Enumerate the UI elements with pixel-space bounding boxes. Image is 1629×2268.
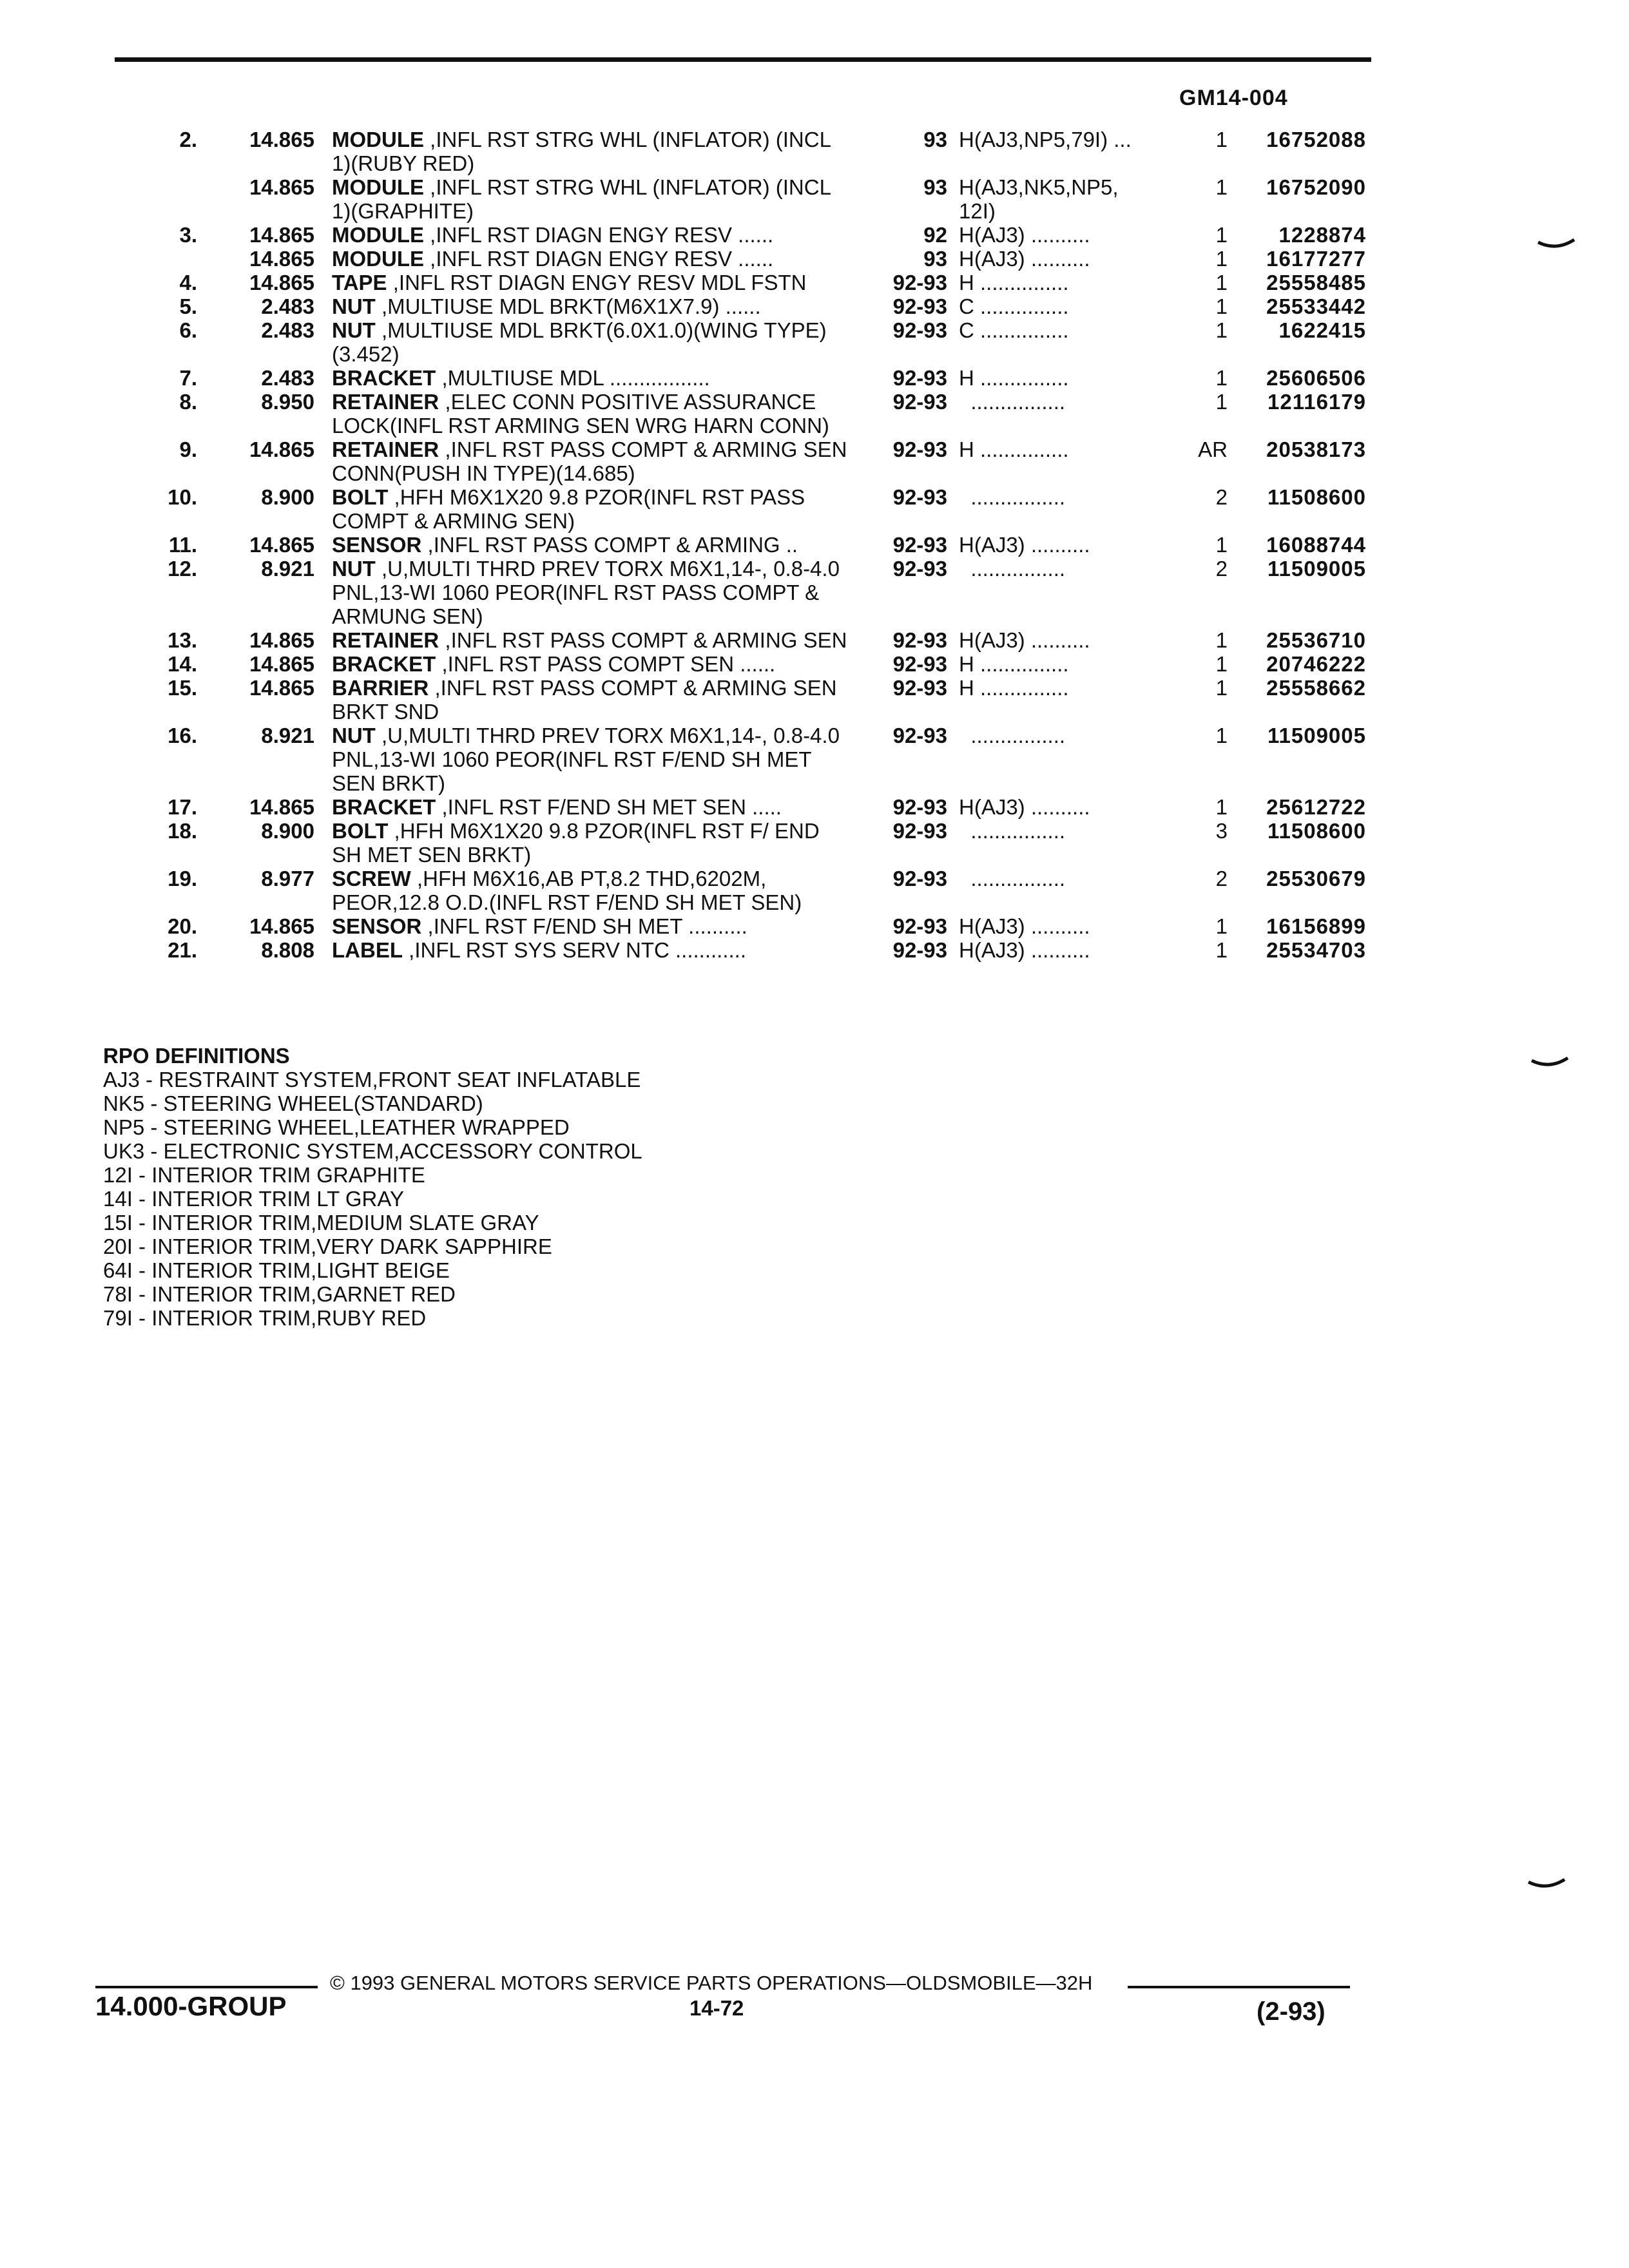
part-number: 25558485 (1266, 271, 1366, 294)
item-key: 15. (168, 676, 197, 700)
item-key: 5. (179, 294, 197, 318)
group-number: 14.865 (249, 175, 314, 199)
model-years: 92-93 (892, 437, 947, 461)
rpo-definitions (103, 1044, 642, 1330)
part-row (0, 724, 1629, 795)
part-row (0, 223, 1629, 247)
part-row (0, 390, 1629, 437)
quantity: 3 (1215, 819, 1228, 843)
quantity: 1 (1215, 128, 1228, 151)
rpo-title: RPO DEFINITIONS (103, 1044, 290, 1068)
part-name: BRACKET (332, 366, 436, 390)
rpo-item: 64I - INTERIOR TRIM,LIGHT BEIGE (103, 1258, 450, 1282)
quantity: 1 (1215, 175, 1228, 199)
revision-date: (2-93) (1257, 1997, 1325, 2026)
item-key: 4. (179, 271, 197, 294)
part-name: BRACKET (332, 795, 436, 819)
part-detail: ,INFL RST DIAGN ENGY RESV MDL FSTN (387, 271, 807, 294)
part-description (332, 914, 854, 938)
part-name: NUT (332, 557, 376, 581)
part-detail: ,MULTIUSE MDL BRKT(6.0X1.0)(WING TYPE)(3.452) (332, 318, 827, 366)
rpo-item: UK3 - ELECTRONIC SYSTEM,ACCESSORY CONTROL (103, 1139, 642, 1163)
model-years: 92-93 (892, 938, 947, 962)
part-row (0, 557, 1629, 628)
part-detail: ,U,MULTI THRD PREV TORX M6X1,14-, 0.8-4.0 PNL,13-WI 1060 PEOR(INFL RST PASS COMPT & ARMUNG SEN) (332, 557, 840, 628)
part-detail: ,INFL RST PASS COMPT & ARMING SEN BRKT SND (332, 676, 837, 724)
option-codes: H(AJ3,NP5,79I) ... (959, 128, 1132, 151)
option-codes: C ............... (959, 318, 1069, 342)
part-description (332, 247, 854, 271)
part-row (0, 318, 1629, 366)
rpo-item: 12I - INTERIOR TRIM GRAPHITE (103, 1163, 425, 1187)
option-codes: ................ (959, 819, 1066, 843)
part-description (332, 294, 854, 318)
part-number: 20538173 (1266, 437, 1366, 461)
rpo-items (103, 1068, 642, 1330)
model-years: 92-93 (892, 390, 947, 414)
quantity: 1 (1215, 318, 1228, 342)
part-name: MODULE (332, 223, 424, 247)
quantity: 1 (1215, 795, 1228, 819)
model-years: 92-93 (892, 652, 947, 676)
part-detail: ,INFL RST PASS COMPT SEN ...... (436, 652, 776, 676)
quantity: 1 (1215, 938, 1228, 962)
part-detail: ,HFH M6X16,AB PT,8.2 THD,6202M, PEOR,12.8 O.D.(INFL RST F/END SH MET SEN) (332, 867, 802, 914)
part-name: NUT (332, 724, 376, 747)
quantity: AR (1198, 437, 1228, 461)
option-codes: H(AJ3) .......... (959, 223, 1090, 247)
part-detail: ,INFL RST F/END SH MET .......... (421, 914, 747, 938)
copyright: © 1993 GENERAL MOTORS SERVICE PARTS OPERATIONS—OLDSMOBILE—32H (330, 1972, 1093, 1994)
part-row (0, 795, 1629, 819)
group-number: 14.865 (249, 223, 314, 247)
part-number: 11509005 (1267, 724, 1366, 747)
part-name: SENSOR (332, 533, 422, 557)
part-name: MODULE (332, 175, 424, 199)
part-description (332, 628, 854, 652)
document-id: GM14-004 (1179, 86, 1288, 110)
rpo-item: 20I - INTERIOR TRIM,VERY DARK SAPPHIRE (103, 1235, 552, 1258)
part-description (332, 819, 854, 867)
item-key: 21. (168, 938, 197, 962)
part-name: RETAINER (332, 628, 439, 652)
option-codes: ................ (959, 867, 1066, 890)
part-number: 11508600 (1267, 819, 1366, 843)
part-number: 16156899 (1266, 914, 1366, 938)
part-name: RETAINER (332, 390, 439, 414)
part-number: 16752090 (1266, 175, 1366, 199)
group-number: 2.483 (261, 294, 314, 318)
part-row (0, 533, 1629, 557)
part-row (0, 485, 1629, 533)
part-detail: ,INFL RST DIAGN ENGY RESV ...... (424, 223, 774, 247)
group-number: 8.808 (261, 938, 314, 962)
group-number: 2.483 (261, 318, 314, 342)
part-name: SCREW (332, 867, 411, 890)
part-description (332, 223, 854, 247)
part-description (332, 533, 854, 557)
model-years: 92-93 (892, 271, 947, 294)
group-number: 8.977 (261, 867, 314, 890)
part-detail: ,INFL RST STRG WHL (INFLATOR) (INCL 1)(RUBY RED) (332, 128, 831, 175)
quantity: 1 (1215, 628, 1228, 652)
quantity: 1 (1215, 366, 1228, 390)
option-codes: H ............... (959, 271, 1069, 294)
part-number: 25606506 (1266, 366, 1366, 390)
group-number: 14.865 (249, 533, 314, 557)
option-codes: H ............... (959, 437, 1069, 461)
group-number: 14.865 (249, 128, 314, 151)
group-label: 14.000-GROUP (95, 1991, 287, 2021)
part-name: SENSOR (332, 914, 422, 938)
quantity: 2 (1215, 557, 1228, 581)
punch-mark (1527, 1878, 1566, 1891)
group-number: 14.865 (249, 914, 314, 938)
group-number: 14.865 (249, 247, 314, 271)
group-number: 2.483 (261, 366, 314, 390)
group-number: 14.865 (249, 437, 314, 461)
rpo-item: 78I - INTERIOR TRIM,GARNET RED (103, 1282, 456, 1306)
group-number: 8.950 (261, 390, 314, 414)
part-detail: ,ELEC CONN POSITIVE ASSURANCE LOCK(INFL RST ARMING SEN WRG HARN CONN) (332, 390, 829, 437)
option-codes: ................ (959, 485, 1066, 509)
part-name: TAPE (332, 271, 387, 294)
rpo-item: 14I - INTERIOR TRIM LT GRAY (103, 1187, 404, 1211)
part-name: MODULE (332, 128, 424, 151)
model-years: 92 (923, 223, 947, 247)
group-number: 14.865 (249, 652, 314, 676)
quantity: 1 (1215, 914, 1228, 938)
item-key: 18. (168, 819, 197, 843)
part-description (332, 867, 854, 914)
group-number: 14.865 (249, 795, 314, 819)
rpo-item: 15I - INTERIOR TRIM,MEDIUM SLATE GRAY (103, 1211, 539, 1235)
part-detail: ,INFL RST DIAGN ENGY RESV ...... (424, 247, 774, 271)
item-key: 3. (179, 223, 197, 247)
model-years: 93 (923, 247, 947, 271)
option-codes: H(AJ3) .......... (959, 914, 1090, 938)
part-name: RETAINER (332, 437, 439, 461)
part-row (0, 938, 1629, 962)
punch-mark (1530, 1057, 1569, 1070)
option-codes: H ............... (959, 676, 1069, 700)
part-row (0, 128, 1629, 175)
part-number: 11508600 (1267, 485, 1366, 509)
part-description (332, 724, 854, 795)
model-years: 92-93 (892, 366, 947, 390)
item-key: 17. (168, 795, 197, 819)
part-detail: ,MULTIUSE MDL BRKT(M6X1X7.9) ...... (375, 294, 761, 318)
part-name: BOLT (332, 819, 389, 843)
part-number: 16752088 (1266, 128, 1366, 151)
footer-rule-left (95, 1986, 318, 1988)
part-number: 20746222 (1266, 652, 1366, 676)
model-years: 93 (923, 175, 947, 199)
item-key: 7. (179, 366, 197, 390)
part-description (332, 366, 854, 390)
option-codes: H(AJ3) .......... (959, 247, 1090, 271)
quantity: 1 (1215, 223, 1228, 247)
part-detail: ,HFH M6X1X20 9.8 PZOR(INFL RST F/ END SH MET SEN BRKT) (332, 819, 820, 867)
item-key: 12. (168, 557, 197, 581)
rpo-item: 79I - INTERIOR TRIM,RUBY RED (103, 1306, 427, 1330)
part-number: 25533442 (1266, 294, 1366, 318)
quantity: 2 (1215, 485, 1228, 509)
option-codes: H(AJ3) .......... (959, 795, 1090, 819)
part-detail: ,INFL RST STRG WHL (INFLATOR) (INCL 1)(GRAPHITE) (332, 175, 831, 223)
quantity: 1 (1215, 247, 1228, 271)
part-number: 25612722 (1266, 795, 1366, 819)
part-row (0, 294, 1629, 318)
punch-mark (1537, 238, 1576, 251)
part-row (0, 175, 1629, 223)
model-years: 92-93 (892, 819, 947, 843)
quantity: 2 (1215, 867, 1228, 890)
item-key: 10. (168, 485, 197, 509)
part-detail: ,U,MULTI THRD PREV TORX M6X1,14-, 0.8-4.0 PNL,13-WI 1060 PEOR(INFL RST F/END SH MET SEN BRKT) (332, 724, 840, 795)
part-name: BARRIER (332, 676, 429, 700)
part-description (332, 652, 854, 676)
part-name: NUT (332, 318, 376, 342)
option-codes: ................ (959, 724, 1066, 747)
quantity: 1 (1215, 390, 1228, 414)
part-number: 25534703 (1266, 938, 1366, 962)
part-detail: ,HFH M6X1X20 9.8 PZOR(INFL RST PASS COMPT & ARMING SEN) (332, 485, 805, 533)
option-codes: H(AJ3,NK5,NP5, 12I) (959, 175, 1119, 223)
item-key: 13. (168, 628, 197, 652)
model-years: 92-93 (892, 294, 947, 318)
group-number: 8.921 (261, 557, 314, 581)
item-key: 8. (179, 390, 197, 414)
part-row (0, 914, 1629, 938)
model-years: 92-93 (892, 318, 947, 342)
rpo-item: AJ3 - RESTRAINT SYSTEM,FRONT SEAT INFLATABLE (103, 1068, 641, 1091)
parts-list (0, 128, 1629, 962)
part-description (332, 128, 854, 175)
model-years: 92-93 (892, 867, 947, 890)
group-number: 8.900 (261, 485, 314, 509)
part-description (332, 795, 854, 819)
item-key: 19. (168, 867, 197, 890)
item-key: 11. (168, 533, 197, 557)
part-detail: ,INFL RST SYS SERV NTC ............ (403, 938, 747, 962)
group-number: 8.921 (261, 724, 314, 747)
part-number: 25558662 (1266, 676, 1366, 700)
model-years: 92-93 (892, 533, 947, 557)
quantity: 1 (1215, 676, 1228, 700)
part-number: 12116179 (1267, 390, 1366, 414)
part-row (0, 628, 1629, 652)
quantity: 1 (1215, 271, 1228, 294)
part-number: 1228874 (1278, 223, 1366, 247)
item-key: 20. (168, 914, 197, 938)
part-name: MODULE (332, 247, 424, 271)
option-codes: ................ (959, 390, 1066, 414)
page-number: 14-72 (689, 1996, 744, 2020)
model-years: 92-93 (892, 485, 947, 509)
option-codes: H(AJ3) .......... (959, 938, 1090, 962)
part-number: 16177277 (1266, 247, 1366, 271)
model-years: 92-93 (892, 795, 947, 819)
part-row (0, 867, 1629, 914)
part-name: BOLT (332, 485, 389, 509)
part-name: BRACKET (332, 652, 436, 676)
rpo-item: NP5 - STEERING WHEEL,LEATHER WRAPPED (103, 1115, 570, 1139)
quantity: 1 (1215, 533, 1228, 557)
part-description (332, 390, 854, 437)
model-years: 93 (923, 128, 947, 151)
part-description (332, 676, 854, 724)
part-description (332, 557, 854, 628)
part-number: 1622415 (1278, 318, 1366, 342)
part-description (332, 485, 854, 533)
part-row (0, 819, 1629, 867)
part-name: LABEL (332, 938, 403, 962)
rpo-item: NK5 - STEERING WHEEL(STANDARD) (103, 1091, 483, 1115)
group-number: 14.865 (249, 271, 314, 294)
model-years: 92-93 (892, 557, 947, 581)
item-key: 9. (179, 437, 197, 461)
part-row (0, 271, 1629, 294)
part-detail: ,INFL RST F/END SH MET SEN ..... (436, 795, 782, 819)
part-detail: ,MULTIUSE MDL ................. (436, 366, 710, 390)
part-row (0, 676, 1629, 724)
quantity: 1 (1215, 724, 1228, 747)
model-years: 92-93 (892, 724, 947, 747)
model-years: 92-93 (892, 628, 947, 652)
option-codes: H ............... (959, 652, 1069, 676)
item-key: 14. (168, 652, 197, 676)
part-detail: ,INFL RST PASS COMPT & ARMING .. (421, 533, 798, 557)
option-codes: H(AJ3) .......... (959, 533, 1090, 557)
option-codes: C ............... (959, 294, 1069, 318)
part-description (332, 437, 854, 485)
part-number: 25536710 (1266, 628, 1366, 652)
part-description (332, 938, 854, 962)
item-key: 2. (179, 128, 197, 151)
part-detail: ,INFL RST PASS COMPT & ARMING SEN CONN(PUSH IN TYPE)(14.685) (332, 437, 847, 485)
footer-rule-right (1128, 1986, 1350, 1988)
group-number: 8.900 (261, 819, 314, 843)
group-number: 14.865 (249, 676, 314, 700)
item-key: 6. (179, 318, 197, 342)
top-rule (115, 57, 1371, 62)
part-name: NUT (332, 294, 376, 318)
part-number: 25530679 (1266, 867, 1366, 890)
model-years: 92-93 (892, 914, 947, 938)
part-number: 11509005 (1267, 557, 1366, 581)
part-row (0, 366, 1629, 390)
part-number: 16088744 (1266, 533, 1366, 557)
quantity: 1 (1215, 652, 1228, 676)
option-codes: H ............... (959, 366, 1069, 390)
part-row (0, 247, 1629, 271)
option-codes: ................ (959, 557, 1066, 581)
quantity: 1 (1215, 294, 1228, 318)
part-row (0, 437, 1629, 485)
model-years: 92-93 (892, 676, 947, 700)
part-description (332, 271, 854, 294)
part-detail: ,INFL RST PASS COMPT & ARMING SEN (439, 628, 847, 652)
part-row (0, 652, 1629, 676)
part-description (332, 318, 854, 366)
part-description (332, 175, 854, 223)
group-number: 14.865 (249, 628, 314, 652)
item-key: 16. (168, 724, 197, 747)
option-codes: H(AJ3) .......... (959, 628, 1090, 652)
